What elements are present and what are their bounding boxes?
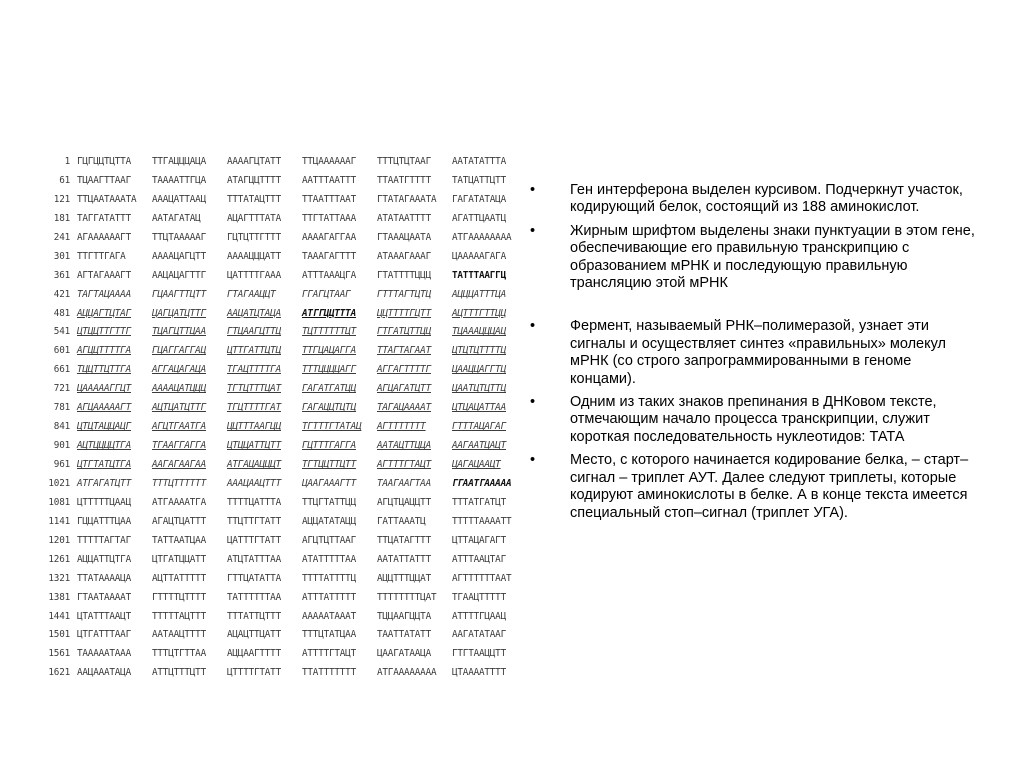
nucleotide-group: ГАГАЦЦТЦТЦ [302,402,356,414]
nucleotide-group: ТАГГАТАТТТ [77,212,131,224]
nucleotide-group: АЦЦАГТЦТАГ [77,307,131,319]
nucleotide-group: АТАТТТТТАА [302,553,356,565]
nucleotide-group: АЦТТАТТТТТ [152,572,206,584]
nucleotide-group: ААТАГАТАЦ [152,212,201,224]
bullet-marker: • [530,452,536,469]
sequence-row [40,399,512,418]
bullet-item [530,318,975,388]
sequence-position: 1441 [48,610,70,622]
nucleotide-group: ГТАААЦААТА [377,231,431,243]
sequence-position: 661 [53,364,70,376]
nucleotide-group: ТГААГГАГГА [152,440,206,452]
bullet-marker: • [530,318,536,335]
nucleotide-group: ТАТТТТТТАА [227,591,281,603]
nucleotide-group: АЦТТТГТТЦЦ [452,307,506,319]
sequence-row [40,305,512,324]
nucleotide-group: ЦТЦЦАТТЦТТ [227,440,281,452]
sequence-position: 1081 [48,496,70,508]
sequence-position: 1501 [48,629,70,641]
sequence-position: 1321 [48,572,70,584]
bullet-item [530,452,975,522]
nucleotide-group: ТАГАЦААААТ [377,402,431,414]
nucleotide-group: ЦТТТТГТАТТ [227,667,281,679]
nucleotide-group: ТГЦТТТТГАТ [227,402,281,414]
sequence-position: 1621 [48,667,70,679]
nucleotide-group: АЦЦТТТЦЦАТ [377,572,431,584]
nucleotide-group: АТЦТАТТТАА [227,553,281,565]
nucleotide-group: АГТТТГТАЦТ [377,459,431,470]
nucleotide-group: ТАТТААТЦАА [152,534,206,546]
nucleotide-group: ТТЦАТАГТТТ [377,534,431,546]
nucleotide-group: ТГААЦТТТТТ [452,591,506,603]
bullet-item [530,223,975,293]
nucleotide-group: ТТТЦТГТТАА [152,648,206,660]
nucleotide-group: ТААААТТГЦА [152,174,206,186]
nucleotide-group: ААЦАТЦТАЦА [227,307,281,319]
sequence-row [40,664,512,683]
nucleotide-group: ЦЦТТТААГЦЦ [227,421,281,433]
nucleotide-group: ТГАЦТТТТГА [227,364,281,376]
explanation-list [530,182,975,528]
nucleotide-group: АГААААААГТ [77,231,131,243]
nucleotide-group: АЦЦАТТЦТГА [77,553,131,565]
sequence-position: 61 [59,174,70,186]
sequence-row [40,248,512,267]
nucleotide-group: АТАТААТТТТ [377,212,431,224]
nucleotide-group: АГГАГТТТТГ [377,364,431,376]
dna-sequence-listing [40,153,512,683]
nucleotide-group: АЦЦААГТТТТ [227,648,281,660]
sequence-position: 361 [53,269,70,281]
sequence-position: 541 [53,326,70,338]
nucleotide-group: АААAГАГГАА [302,231,356,243]
bullet-text: Место, с которого начинается кодирование белка, – старт–сигнал – триплет АУТ. Далее следуют триплеты, которые кодируют аминокислоты в белке. А в конце текста имеется специальный стоп–сигнал (триплет УГА). [570,452,969,521]
nucleotide-group: АГЦАГАТЦТТ [377,383,431,395]
nucleotide-group: ГЦЦАТТТЦАА [77,515,131,527]
sequence-row [40,267,512,286]
nucleotide-group: ТТАТААААЦА [77,572,131,584]
nucleotide-group: ТЦАААЦЦЦАЦ [452,326,506,338]
sequence-row [40,229,512,248]
nucleotide-group: ГТГТААЦЦТТ [452,648,506,660]
nucleotide-group: ЦТГТАТЦТГА [77,459,131,470]
nucleotide-group: ТАТТТААГГЦ [452,269,506,281]
nucleotide-group: АГЦТЦАЦЦТТ [377,496,431,508]
nucleotide-group: АТАГЦЦТТТТ [227,174,281,186]
nucleotide-group: ГАГАТГАТЦЦ [302,383,356,395]
nucleotide-group: ТГТТТГТАТАЦ [302,421,362,433]
nucleotide-group: АГАЦТЦАТТТ [152,515,206,527]
nucleotide-group: ТТТЦЦЦЦАГГ [302,364,356,376]
nucleotide-group: ГТАТТТТЦЦЦ [377,269,431,281]
sequence-row [40,210,512,229]
nucleotide-group: ЦАAГАААГТТ [302,477,356,489]
nucleotide-group: ТТТАТАЦТТТ [227,193,281,205]
nucleotide-group: ТТТАТГАТЦТ [452,496,506,508]
sequence-position: 181 [53,212,70,224]
nucleotide-group: ЦТТГАТТЦТЦ [227,345,281,357]
nucleotide-group: ТТЦААТАААТА [77,193,137,205]
nucleotide-group: ЦАТТТТГААА [227,269,281,281]
sequence-row [40,342,512,361]
nucleotide-group: ЦААТЦТЦТТЦ [452,383,506,395]
nucleotide-group: ТТТТТАЦТТТ [152,610,206,622]
nucleotide-group: ЦАААААГГЦТ [77,383,131,395]
sequence-position: 781 [53,402,70,414]
nucleotide-group: ТААТТАТАТТ [377,629,431,641]
bullet-text: Ген интерферона выделен курсивом. Подчеркнут участок, кодирующий белок, состоящий из 188 аминокислот. [570,182,963,216]
nucleotide-group: ААГАГААГАА [152,459,206,470]
bullet-marker: • [530,394,536,411]
sequence-position: 1381 [48,591,70,603]
sequence-row [40,380,512,399]
nucleotide-group: ААТТТААТТТ [302,174,356,186]
sequence-position: 961 [53,459,70,470]
bullet-text: Фермент, называемый РНК–полимеразой, узнает эти сигналы и осуществляет синтез «правильных» молекул мРНК (со строго запрограммированными в геноме концами). [570,318,947,387]
nucleotide-group: ГАГАТАТАЦА [452,193,506,205]
nucleotide-group: АТГАЦАЦЦЦТ [227,459,281,470]
nucleotide-group: ТТТАТТЦТТТ [227,610,281,622]
nucleotide-group: ТТГТТГАГА [77,250,126,262]
sequence-position: 481 [53,307,70,319]
nucleotide-group: ААААГЦТАТТ [227,156,281,167]
nucleotide-group: ГТТЦАТАТТА [227,572,281,584]
nucleotide-group: ЦТЦТЦТТТТЦ [452,345,506,357]
nucleotide-group: АТТТАААЦГА [302,269,356,281]
nucleotide-group: ЦТГАТТТААГ [77,629,131,641]
nucleotide-group: АЦАГТТТАТА [227,212,281,224]
nucleotide-group: ЦАГЦАТЦТТГ [152,307,206,319]
sequence-position: 1201 [48,534,70,546]
bullet-item [530,394,975,446]
nucleotide-group: ААТААЦТТТТ [152,629,206,641]
sequence-position: 841 [53,421,70,433]
nucleotide-group: ТАААААТААА [77,648,131,660]
nucleotide-group: ТЦЦТТЦТТГА [77,364,131,376]
nucleotide-group: АГЦТГААТГА [152,421,206,433]
nucleotide-group: АAЦАААТАЦА [77,667,131,679]
nucleotide-group: ЦТАТТТААЦТ [77,610,131,622]
sequence-row [40,589,512,608]
nucleotide-group: ТГТЦТТТЦАТ [227,383,281,395]
nucleotide-group: АТТТТГЦААЦ [452,610,506,622]
nucleotide-group: ГТАГААЦЦТ [227,288,276,300]
nucleotide-group: ААААЦАГЦТТ [152,250,206,262]
nucleotide-group: ТГТЦЦТТЦТТ [302,459,356,470]
nucleotide-group: АТТЦТТТЦТТ [152,667,206,679]
sequence-row [40,475,512,494]
nucleotide-group: АЦТЦЦЦЦТГА [77,440,131,452]
nucleotide-group: ТТААТГТТТТ [377,174,431,186]
nucleotide-group: ТАТЦАТТЦТТ [452,174,506,186]
nucleotide-group: ААГАТАТААГ [452,629,506,641]
nucleotide-group: АГЦТЦТТААГ [302,534,356,546]
nucleotide-group: ТТТЦТЦТААГ [377,156,431,167]
nucleotide-group: ЦААГАТААЦА [377,648,431,660]
sequence-position: 241 [53,231,70,243]
nucleotide-group: АГТАГАААГТ [77,269,131,281]
sequence-row [40,494,512,513]
nucleotide-group: ГЦТТТГАГГА [302,440,356,452]
nucleotide-group: АГАТТЦААТЦ [452,212,506,224]
sequence-row [40,153,512,172]
nucleotide-group: ЦТЦАЦАТТАА [452,402,506,414]
nucleotide-group: АГТТТТТТААТ [452,572,512,584]
nucleotide-group: АГТТТТТТТ [377,421,426,433]
nucleotide-group: АТГАГАТЦТТ [77,477,131,489]
nucleotide-group: ТААAГАГТТТ [302,250,356,262]
sequence-row [40,437,512,456]
nucleotide-group: ТТАГТАГААТ [377,345,431,357]
nucleotide-group: ААЦАЦАГТТГ [152,269,206,281]
sequence-position: 1021 [48,477,70,489]
nucleotide-group: ТТТТАТТТТЦ [302,572,356,584]
nucleotide-group: ГТГАТЦТТЦЦ [377,326,431,338]
sequence-row [40,645,512,664]
nucleotide-group: ТЦАГЦТТЦАА [152,326,206,338]
sequence-row [40,286,512,305]
nucleotide-group: АГЦЦТТТТГА [77,345,131,357]
nucleotide-group: АТТТААЦТАГ [452,553,506,565]
sequence-position: 721 [53,383,70,395]
sequence-position: 1 [64,156,70,167]
nucleotide-group: ЦААААAГАГА [452,250,506,262]
sequence-row [40,418,512,437]
sequence-row [40,532,512,551]
nucleotide-group: ТТТТТАГТАГ [77,534,131,546]
nucleotide-group: ГТААТААААТ [77,591,131,603]
nucleotide-group: ГТАТАГАААТА [377,193,437,205]
nucleotide-group: АЦЦЦАТТТЦА [452,288,506,300]
bullet-item [530,182,975,217]
nucleotide-group: АААЦАТТААЦ [152,193,206,205]
nucleotide-group: ГГАГЦТААГ [302,288,351,300]
sequence-row [40,361,512,380]
nucleotide-group: ААГААТЦАЦТ [452,440,506,452]
nucleotide-group: ТТЦТТГТАТТ [227,515,281,527]
nucleotide-group: АТТТТГТАЦТ [302,648,356,660]
sequence-row [40,513,512,532]
nucleotide-group: ЦТЦТАЦЦАЦГ [77,421,131,433]
nucleotide-group: ТТТТТААААТТ [452,515,512,527]
sequence-row [40,551,512,570]
nucleotide-group: ТТАТТТТТТТ [302,667,356,679]
nucleotide-group: ГТЦААГЦТТЦ [227,326,281,338]
nucleotide-group: ЦТТТТТЦААЦ [77,496,131,508]
nucleotide-group: ТАГТАЦАААА [77,288,131,300]
sequence-row [40,323,512,342]
sequence-row [40,456,512,475]
sequence-position: 421 [53,288,70,300]
nucleotide-group: ЦАТТТГТАТТ [227,534,281,546]
nucleotide-group: АТГАААААААА [377,667,437,679]
nucleotide-group: ТТЦАААААAГ [302,156,356,167]
sequence-position: 1261 [48,553,70,565]
sequence-position: 1141 [48,515,70,527]
nucleotide-group: ГЦТЦТТГТТТ [227,231,281,243]
nucleotide-group: ГЦААГТТЦТТ [152,288,206,300]
sequence-row [40,172,512,191]
nucleotide-group: ЦТГАТЦЦАТТ [152,553,206,565]
nucleotide-group: АТТТАТТТТТ [302,591,356,603]
nucleotide-group: ТТЦТАААААГ [152,231,206,243]
nucleotide-group: ААААЦАТЦЦЦ [152,383,206,395]
nucleotide-group: АГЦАААААГТ [77,402,131,414]
bullet-marker: • [530,182,536,198]
nucleotide-group: ТТТЦТАТЦАА [302,629,356,641]
nucleotide-group: ГЦАГГАГГАЦ [152,345,206,357]
sequence-position: 1561 [48,648,70,660]
nucleotide-group: АТАААГАААГ [377,250,431,262]
sequence-row [40,570,512,589]
nucleotide-group: ТТЦГТАТТЦЦ [302,496,356,508]
nucleotide-group: ЦЦТТТТГЦТТ [377,307,431,319]
sequence-row [40,191,512,210]
nucleotide-group: ГТТТТЦТТТТ [152,591,206,603]
nucleotide-group: ГАТТАААТЦ [377,515,426,527]
nucleotide-group: ААТАЦТТЦЦА [377,440,431,452]
sequence-row [40,626,512,645]
nucleotide-group: ЦААЦЦАГГТЦ [452,364,506,376]
nucleotide-group: АТГААААТГА [152,496,206,508]
nucleotide-group: АААААТАААТ [302,610,356,622]
nucleotide-group: АТГАААААААА [452,231,512,243]
nucleotide-group: ГТТТАЦАГАГ [452,421,506,433]
nucleotide-group: ТТТТТТТТЦАТ [377,591,437,603]
nucleotide-group: ЦАГАЦААЦТ [452,459,501,470]
nucleotide-group: ТЦТТТТТТЦТ [302,326,356,338]
nucleotide-group: ЦТААААТТТТ [452,667,506,679]
nucleotide-group: АТГГЦЦТТТА [302,307,356,319]
nucleotide-group: ТТААТТТААТ [302,193,356,205]
nucleotide-group: ТЦААГТТААГ [77,174,131,186]
nucleotide-group: ЦТТАЦАГАГТ [452,534,506,546]
nucleotide-group: ААТАТТАТТТ [377,553,431,565]
nucleotide-group: ТТГТАТТААА [302,212,356,224]
sequence-position: 601 [53,345,70,357]
nucleotide-group: АЦАЦТТЦАТТ [227,629,281,641]
nucleotide-group: ТТТЦТТТТТТ [152,477,206,489]
nucleotide-group: ТТГАЦЦЦАЦА [152,156,206,167]
nucleotide-group: ААТАТАТТТА [452,156,506,167]
nucleotide-group: ГТТТАГТЦТЦ [377,288,431,300]
nucleotide-group: ГЦГЦЦТЦТТА [77,156,131,167]
sequence-position: 121 [53,193,70,205]
sequence-position: 301 [53,250,70,262]
sequence-row [40,608,512,627]
nucleotide-group: ААААЦЦЦАТТ [227,250,281,262]
nucleotide-group: ТТТТЦАТТТА [227,496,281,508]
bullet-text: Одним из таких знаков препинания в ДНКовом тексте, отмечающим начало процесса транскрипции, служит короткая последовательность нуклеотидов: ТАТА [570,394,937,445]
bullet-text: Жирным шрифтом выделены знаки пунктуации в этом гене, обеспечивающие его правильную транскрипцию с образованием мРНК и последующую правильную трансляцию этой мРНК [570,222,975,292]
nucleotide-group: ТТГЦАЦАГГА [302,345,356,357]
nucleotide-group: ТААГААГТАА [377,477,431,489]
nucleotide-group: ТЦЦААГЦЦТА [377,610,431,622]
nucleotide-group: АЦТЦАТЦТТГ [152,402,206,414]
bullet-marker: • [530,222,536,239]
nucleotide-group: АААЦААЦТТТ [227,477,281,489]
sequence-position: 901 [53,440,70,452]
nucleotide-group: ЦТЦЦТТГТТГ [77,326,131,338]
nucleotide-group: АЦЦАТАТАЦЦ [302,515,356,527]
nucleotide-group: ГГААТГААААА [452,477,512,489]
nucleotide-group: АГГАЦАГАЦА [152,364,206,376]
